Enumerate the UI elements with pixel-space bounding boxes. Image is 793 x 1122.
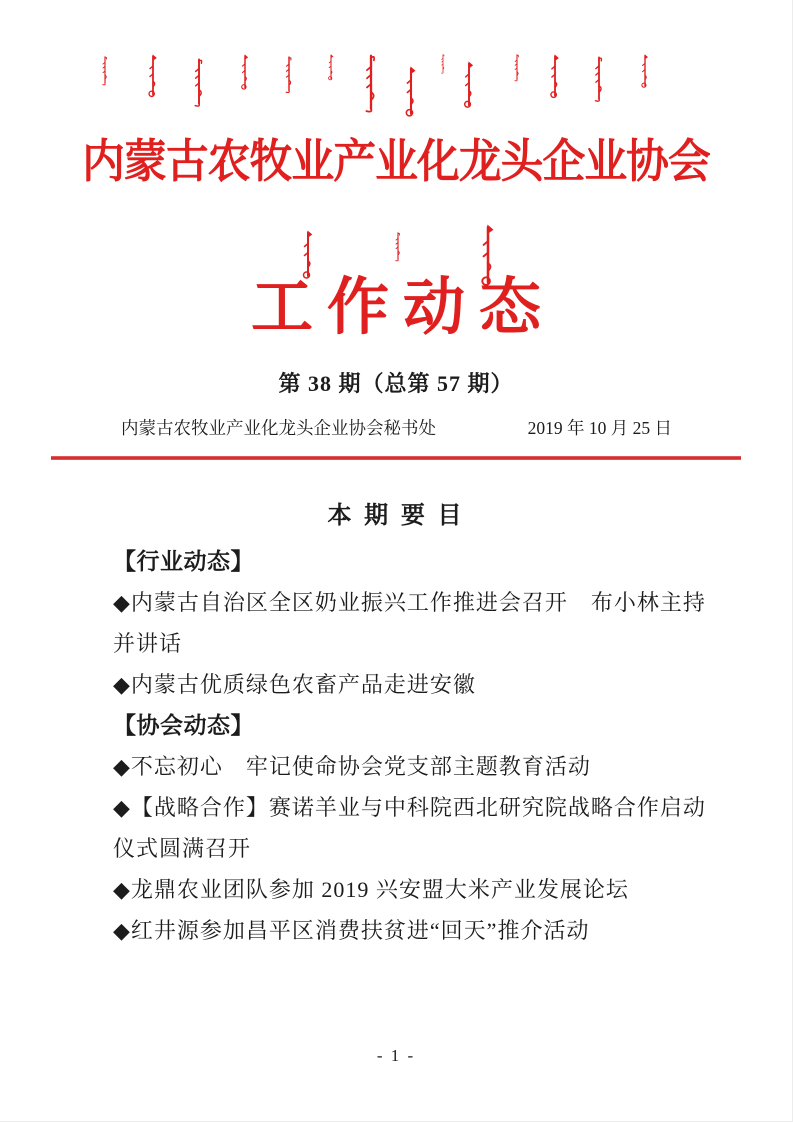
toc-item-line: 并讲话 <box>113 631 183 656</box>
toc-list <box>113 541 712 951</box>
toc-item-line: ◆龙鼎农业团队参加 2019 兴安盟大米产业发展论坛 <box>113 877 629 902</box>
mongolian-script-banner-top <box>95 54 671 124</box>
toc-item-line: ◆红井源参加昌平区消费扶贫进“回天”推介活动 <box>113 918 590 943</box>
publisher-name: 内蒙古农牧业产业化龙头企业协会秘书处 <box>121 418 436 438</box>
page-number: - 1 - <box>376 1046 416 1065</box>
toc-item-line: ◆【战略合作】赛诺羊业与中科院西北研究院战略合作启动 <box>113 795 706 820</box>
publisher-date-row <box>121 415 672 441</box>
bulletin-title: 工作动态 <box>250 274 555 342</box>
toc-item-line: ◆内蒙古自治区全区奶业振兴工作推进会召开 布小林主持 <box>113 590 706 615</box>
toc-item-line: ◆不忘初心 牢记使命协会党支部主题教育活动 <box>113 754 591 779</box>
red-divider-rule <box>51 456 741 460</box>
toc-section-header: 【协会动态】 <box>113 712 254 738</box>
toc-section-header: 【行业动态】 <box>113 548 254 574</box>
toc-item-line: ◆内蒙古优质绿色农畜产品走进安徽 <box>113 672 476 697</box>
publish-date: 2019 年 10 月 25 日 <box>527 418 672 438</box>
toc-heading: 本 期 要 目 <box>327 502 465 529</box>
toc-item-line: 仪式圆满召开 <box>113 836 252 861</box>
association-name-title: 内蒙古农牧业产业化龙头企业协会 <box>82 136 710 187</box>
issue-number-line: 第 38 期（总第 57 期） <box>278 371 514 396</box>
